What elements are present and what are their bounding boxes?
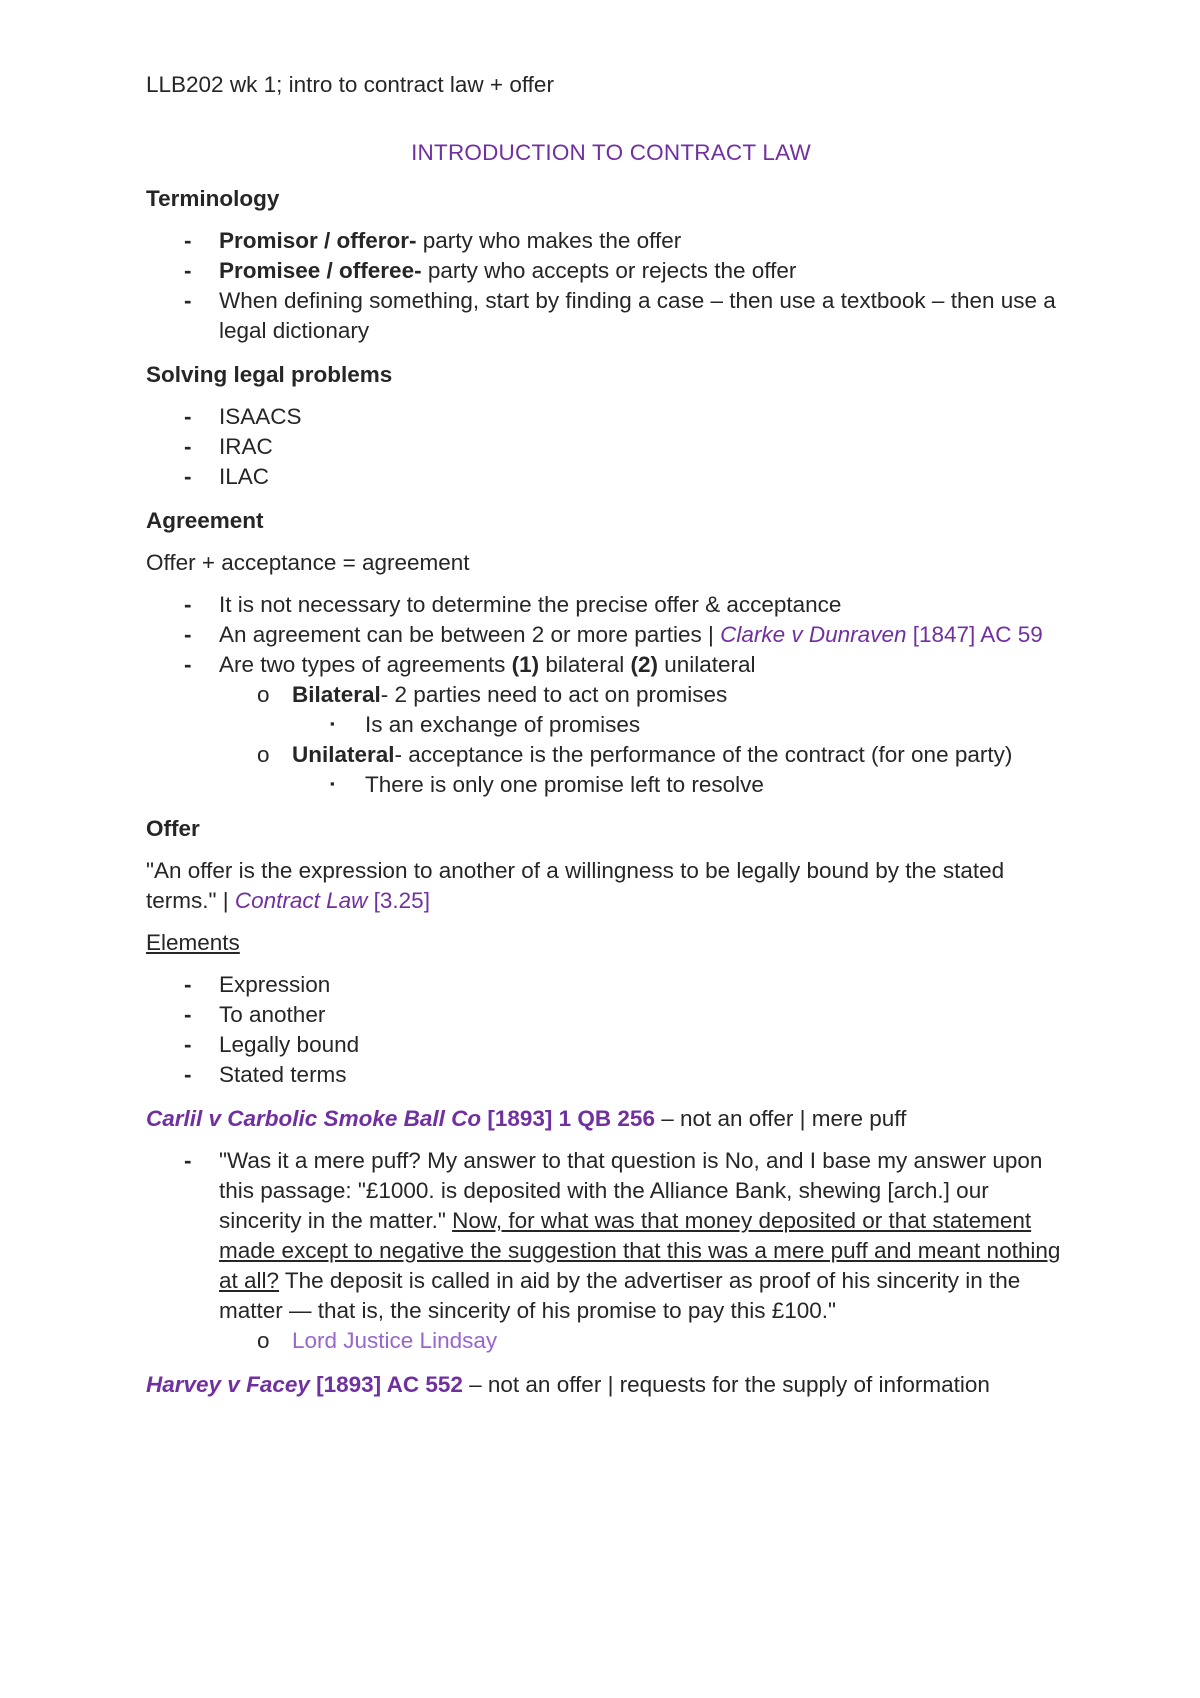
list-item xyxy=(146,590,1076,620)
case-note: – not an offer | requests for the supply of information xyxy=(462,1372,990,1397)
dash-bullet: - xyxy=(184,622,192,647)
sub-list xyxy=(292,710,1076,740)
dash-bullet: - xyxy=(184,972,192,997)
term-label: Promisee / offeree- xyxy=(219,258,422,283)
list-item xyxy=(219,1326,1076,1356)
number-label: (2) xyxy=(630,652,658,677)
list-item-text: An agreement can be between 2 or more parties | xyxy=(219,622,721,647)
dash-bullet: - xyxy=(184,404,192,429)
list-item-text: Is an exchange of promises xyxy=(365,712,641,737)
term-definition: party who accepts or rejects the offer xyxy=(421,258,797,283)
method-list xyxy=(146,402,1076,492)
term-definition: - 2 parties need to act on promises xyxy=(380,682,728,707)
list-item xyxy=(219,740,1076,800)
case-citation: [1847] AC 59 xyxy=(906,622,1043,647)
case-name: Harvey v Facey xyxy=(146,1372,310,1397)
list-item-text: It is not necessary to determine the precise offer & acceptance xyxy=(219,592,842,617)
case-name: Carlil v Carbolic Smoke Ball Co xyxy=(146,1106,482,1131)
section-heading-offer: Offer xyxy=(146,816,200,841)
list-item-text: Expression xyxy=(219,972,331,997)
quote-text: "Was it a mere puff? My answer to that question is No, and I base my answer upon this passage: "£1000. is deposited with the Alliance Bank, shewing [arch.] our sincerity in the matter." xyxy=(219,1148,1043,1233)
case-heading-carlil xyxy=(146,1104,1076,1134)
number-label: (1) xyxy=(511,652,540,677)
dash-bullet: - xyxy=(184,288,192,313)
dash-bullet: - xyxy=(184,434,192,459)
term-label: Promisor / offeror- xyxy=(219,228,417,253)
source-title: Contract Law xyxy=(234,888,368,913)
list-item xyxy=(292,770,1076,800)
circle-bullet: o xyxy=(257,742,270,767)
list-item xyxy=(146,286,1076,346)
list-item-text: Stated terms xyxy=(219,1062,347,1087)
term-definition: - acceptance is the performance of the contract (for one party) xyxy=(394,742,1013,767)
list-item xyxy=(219,680,1076,740)
list-item xyxy=(292,710,1076,740)
dash-bullet: - xyxy=(184,1148,192,1173)
list-item-text: When defining something, start by finding a case – then use a textbook – then use a legal dictionary xyxy=(219,288,1056,343)
elements-list xyxy=(146,970,1076,1090)
source-ref: [3.25] xyxy=(367,888,430,913)
list-item-text: ISAACS xyxy=(219,404,302,429)
case-citation: [1893] 1 QB 256 xyxy=(481,1106,655,1131)
dash-bullet: - xyxy=(184,592,192,617)
carlil-list xyxy=(146,1146,1076,1356)
terminology-list xyxy=(146,226,1076,346)
offer-definition xyxy=(146,856,1076,916)
list-item-text: Legally bound xyxy=(219,1032,360,1057)
circle-bullet: o xyxy=(257,1328,270,1353)
list-item-text: Are two types of agreements xyxy=(219,652,512,677)
quote-text: "An offer is the expression to another of a willingness to be legally bound by the stated terms." | xyxy=(146,858,1005,913)
term-label: Bilateral xyxy=(292,682,381,707)
list-item xyxy=(146,970,1076,1000)
list-item xyxy=(146,1146,1076,1356)
dash-bullet: - xyxy=(184,1002,192,1027)
page-title: INTRODUCTION TO CONTRACT LAW xyxy=(411,140,811,165)
section-heading-terminology: Terminology xyxy=(146,186,280,211)
dash-bullet: - xyxy=(184,1062,192,1087)
list-item xyxy=(146,1000,1076,1030)
dash-bullet: - xyxy=(184,464,192,489)
list-item-text: bilateral xyxy=(539,652,631,677)
case-name: Clarke v Dunraven xyxy=(720,622,907,647)
case-note: – not an offer | mere puff xyxy=(654,1106,907,1131)
square-bullet: ▪ xyxy=(330,716,335,731)
term-label: Unilateral xyxy=(292,742,395,767)
circle-bullet: o xyxy=(257,682,270,707)
list-item xyxy=(146,402,1076,432)
list-item xyxy=(146,256,1076,286)
list-item xyxy=(146,432,1076,462)
sub-list xyxy=(292,770,1076,800)
case-heading-harvey xyxy=(146,1370,1076,1400)
list-item xyxy=(146,1060,1076,1090)
dash-bullet: - xyxy=(184,652,192,677)
document-body xyxy=(146,70,1076,1412)
list-item xyxy=(146,650,1076,800)
term-definition: party who makes the offer xyxy=(416,228,682,253)
list-item-text: IRAC xyxy=(219,434,273,459)
dash-bullet: - xyxy=(184,258,192,283)
agreement-list xyxy=(146,590,1076,800)
square-bullet: ▪ xyxy=(330,776,335,791)
document-header: LLB202 wk 1; intro to contract law + offer xyxy=(146,72,554,97)
dash-bullet: - xyxy=(184,1032,192,1057)
list-item xyxy=(146,1030,1076,1060)
list-item-text: To another xyxy=(219,1002,326,1027)
quote-text: The deposit is called in aid by the advertiser as proof of his sincerity in the matter — that is, the sincerity of his promise to pay this £100." xyxy=(219,1268,1021,1323)
agreement-types-list xyxy=(219,680,1076,800)
list-item-text: ILAC xyxy=(219,464,270,489)
elements-heading: Elements xyxy=(146,930,240,955)
list-item xyxy=(146,620,1076,650)
list-item xyxy=(146,226,1076,256)
section-heading-agreement: Agreement xyxy=(146,508,264,533)
judge-name: Lord Justice Lindsay xyxy=(292,1328,498,1353)
list-item xyxy=(146,462,1076,492)
attribution-list xyxy=(219,1326,1076,1356)
case-citation: [1893] AC 552 xyxy=(309,1372,463,1397)
list-item-text: There is only one promise left to resolve xyxy=(365,772,764,797)
section-heading-solving: Solving legal problems xyxy=(146,362,393,387)
quote-underlined: Now, for what was that money deposited or that statement made except to negative the suggestion that this was a mere puff and meant nothing at all? xyxy=(219,1208,1061,1293)
agreement-formula: Offer + acceptance = agreement xyxy=(146,550,470,575)
dash-bullet: - xyxy=(184,228,192,253)
list-item-text: unilateral xyxy=(657,652,756,677)
